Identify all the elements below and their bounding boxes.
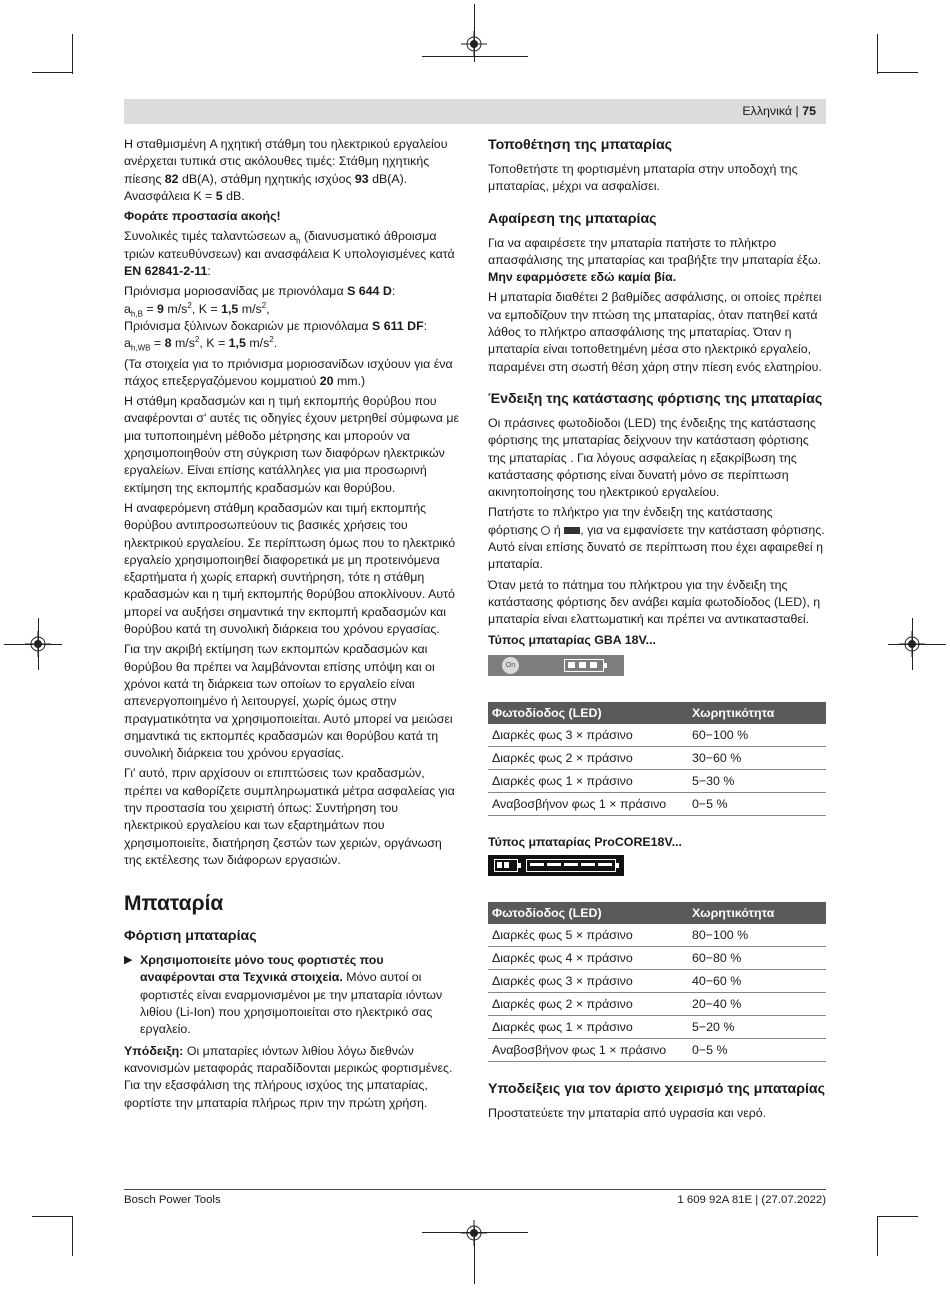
crop-mark — [32, 1216, 72, 1217]
gba-led-table — [488, 702, 826, 816]
table-row: Διαρκές φως 5 × πράσινο 80−100 % — [488, 924, 826, 947]
procore-led-table — [488, 902, 826, 1062]
bullet-triangle-icon: ▶ — [124, 954, 133, 967]
table-row: Διαρκές φως 1 × πράσινο 5−30 % — [488, 769, 826, 792]
table-row: Διαρκές φως 3 × πράσινο 40−60 % — [488, 970, 826, 993]
subsection-title-charging: Φόρτιση μπαταρίας — [124, 928, 257, 945]
battery-button-icon — [564, 527, 580, 534]
remove-paragraph: Για να αφαιρέσετε την μπαταρία πατήστε το πλήκτρο απασφάλισης της μπαταρίας και τραβήξτε την μπαταρία έξω. Μην εφαρμόσετε εδώ καμία βία. — [488, 235, 822, 285]
registration-mark-icon — [461, 1220, 487, 1246]
crop-mark — [72, 1216, 73, 1256]
subsection-title-remove: Αφαίρεση της μπαταρίας — [488, 210, 657, 227]
registration-mark-icon — [461, 31, 487, 57]
footer-doc-number: 1 609 92A 81E | (27.07.2022) — [677, 1194, 826, 1206]
list-item: ▶ Χρησιμοποιείτε μόνο τους φορτιστές που αναφέρονται στα Τεχνικά στοιχεία. Μόνο αυτοί οι φορτιστές είναι εναρμονισμένοι με την μπαταρία ιόντων λιθίου (Li-Ion) που χρησιμοποιείται στο ηλεκτρικό σας εργαλείο. — [124, 952, 460, 1038]
footer-brand: Bosch Power Tools — [124, 1194, 221, 1206]
tips-paragraph: Προστατεύετε την μπαταρία από υγρασία και νερό. — [488, 1106, 767, 1121]
page-header — [124, 99, 826, 124]
vibration-paragraph: Συνολικές τιμές ταλαντώσεων $a_h$ (διανυσματικό άθροισμα τριών κατευθύνσεων) και ανασφάλεια K υπολογισμένες κατά EN 62841-2-11: — [124, 229, 455, 279]
crop-mark — [877, 34, 878, 74]
crop-mark — [878, 1216, 918, 1217]
ear-protection-warning: Φοράτε προστασία ακοής! — [124, 209, 281, 224]
status-paragraph-2: Πατήστε το πλήκτρο για την ένδειξη της κατάστασης φόρτισης ή , για να εμφανίσετε την κατάσταση φόρτισης. Αυτό είναι επίσης δυνατό σε περίπτωση που έχει αφαιρεθεί η μπαταρία. — [488, 505, 825, 572]
section-title-battery: Μπαταρία — [124, 892, 224, 916]
table-row: Διαρκές φως 3 × πράσινο 60−100 % — [488, 724, 826, 747]
table-row: Αναβοσβήνον φως 1 × πράσινο 0−5 % — [488, 1039, 826, 1062]
paragraph-safety-measures: Γι' αυτό, πριν αρχίσουν οι επιπτώσεις των κραδασμών, πρέπει να καθορίζετε συμπληρωματικά μέτρα ασφαλείας για την προστασία του χειριστή όπως: Συντήρηση του ηλεκτρικού εργαλείου και των εξαρτημάτων που χρησιμοποιείτε, διατήρηση ζεστών των χεριών, οργάνωση της εκτέλεσης των διάφορων εργασιών. — [124, 766, 455, 867]
wood-beam-line: Πριόνισμα ξύλινων δοκαριών με πριονόλαμα S 611 DF: $a_{h,WB} = 8$ $m/s^2$, K = 1,5 $m/s^2$. — [124, 318, 428, 353]
noise-paragraph: Η σταθμισμένη A ηχητική στάθμη του ηλεκτρικού εργαλείου ανέρχεται τυπικά στις ακόλουθες τιμές: Στάθμη ηχητικής πίεσης 82 dB(A), στάθμη ηχητικής ισχύος 93 dB(A). Ανασφάλεια K = 5 dB. — [124, 137, 448, 203]
crop-mark — [878, 72, 918, 73]
registration-mark-icon — [25, 631, 51, 657]
footer-divider — [124, 1189, 826, 1190]
table-row: Διαρκές φως 4 × πράσινο 60−80 % — [488, 947, 826, 970]
table-row: Αναβοσβήνον φως 1 × πράσινο 0−5 % — [488, 792, 826, 815]
crop-mark — [32, 72, 72, 73]
table-row: Διαρκές φως 2 × πράσινο 30−60 % — [488, 746, 826, 769]
left-column — [124, 136, 460, 1115]
subsection-title-status: Ένδειξη της κατάστασης φόρτισης της μπαταρίας — [488, 390, 823, 407]
subsection-title-tips: Υποδείξεις για τον άριστο χειρισμό της μπαταρίας — [488, 1081, 826, 1098]
crop-mark — [72, 34, 73, 74]
table-header: Φωτοδίοδος (LED) — [488, 902, 688, 924]
on-button-icon: On — [502, 657, 519, 674]
thickness-note: (Τα στοιχεία για το πριόνισμα μοριοσανίδων ισχύουν για ένα πάχος επεξεργαζόμενου κομματιού 20 mm.) — [124, 356, 453, 388]
table-row: Διαρκές φως 2 × πράσινο 20−40 % — [488, 993, 826, 1016]
paragraph-measurement: Η στάθμη κραδασμών και η τιμή εκπομπής θορύβου που αναφέρονται σ' αυτές τις οδηγίες έχουν μετρηθεί σύμφωνα με μια τυποποιημένη μέθοδο μέτρησης και μπορούν να χρησιμοποιηθούν στη σύγκριση των διαφόρων ηλεκτρικών εργαλείων. Είναι επίσης κατάλληλες για μια προσωρινή εκτίμηση της εκπομπής κραδασμών και θορύβου. — [124, 394, 459, 495]
procore-title: Τύπος μπαταρίας ProCORE18V... — [488, 834, 682, 849]
page-number: 75 — [802, 104, 816, 118]
gba-title: Τύπος μπαταρίας GBA 18V... — [488, 632, 656, 647]
locking-paragraph: Η μπαταρία διαθέτει 2 βαθμίδες ασφάλισης, οι οποίες πρέπει να εμποδίζουν την πτώση της μπαταρίας, όταν πατηθεί κατά λάθος το πλήκτρο απασφάλισης της μπαταρίας. Όταν η μπαταρία είναι τοποθετημένη μέσα στο ηλεκτρικό εργαλείο, παραμένει στη σωστή θέση χάρη στην πίεση ενός ελατηρίου. — [488, 290, 822, 374]
right-column — [488, 136, 826, 1125]
registration-mark-icon — [899, 631, 925, 657]
table-header: Φωτοδίοδος (LED) — [488, 702, 688, 724]
battery-button-icon — [494, 859, 518, 872]
charging-hint: Υπόδειξη: Οι μπαταρίες ιόντων λιθίου λόγω διεθνών κανονισμών μεταφοράς παραδίδονται μερικώς φορτισμένες. Για την εξασφάλιση της πλήρους ισχύος της μπαταρίας, φορτίστε την μπαταρία πλήρως πριν την πρώτη χρήση. — [124, 1043, 453, 1110]
insert-paragraph: Τοποθετήστε τη φορτισμένη μπαταρία στην υποδοχή της μπαταρίας, μέχρι να ασφαλίσει. — [488, 162, 798, 194]
paragraph-usage: Η αναφερόμενη στάθμη κραδασμών και τιμή εκπομπής θορύβου αντιπροσωπεύουν τις βασικές χρήσεις του ηλεκτρικού εργαλείου. Σε περίπτωση όμως που το ηλεκτρικό εργαλείο χρησιμοποιηθεί διαφορετικά με μη προτεινόμενα εξαρτήματα ή χωρίς επαρκή συντήρηση, τότε η στάθμη κραδασμών και η τιμή εκπομπής θορύβου αποκλίνουν. Αυτό μπορεί να αυξήσει σημαντικά την εκπομπή κραδασμών και θορύβου κατά τη συνολική διάρκεια του χρόνου εργασίας. — [124, 500, 456, 637]
procore-indicator-graphic — [488, 855, 624, 876]
subsection-title-insert: Τοποθέτηση της μπαταρίας — [488, 137, 673, 153]
battery-icon — [564, 659, 604, 672]
battery-icon — [526, 859, 616, 872]
header-text: Ελληνικά | 75 — [742, 104, 816, 118]
paragraph-estimation: Για την ακριβή εκτίμηση των εκπομπών κραδασμών και θορύβου θα πρέπει να λαμβάνονται επίσης υπόψη και οι χρόνοι κατά τη διάρκεια των οποίων το εργαλείο είναι απενεργοποιημένο ή λειτουργεί, χωρίς όμως στην πραγματικότητα να χρησιμοποιείται. Αυτό μπορεί να μειώσει σημαντικά τις εκπομπές κραδασμών και θορύβου κατά τη συνολική διάρκεια του χρόνου εργασίας. — [124, 642, 453, 761]
crop-mark — [877, 1216, 878, 1256]
gba-indicator-graphic — [488, 655, 624, 676]
table-row: Διαρκές φως 1 × πράσινο 5−20 % — [488, 1016, 826, 1039]
table-header: Χωρητικότητα — [688, 902, 826, 924]
status-paragraph-3: Όταν μετά το πάτημα του πλήκτρου για την ένδειξη της κατάστασης φόρτισης δεν ανάβει καμία φωτοδίοδος (LED), η μπαταρία είναι ελαττωματική και πρέπει να αντικατασταθεί. — [488, 577, 821, 627]
chipboard-line: Πριόνισμα μοριοσανίδας με πριονόλαμα S 644 D: $a_{h,B} = 9$ $m/s^2$, K = 1,5 $m/s^2$, — [124, 284, 396, 319]
table-header: Χωρητικότητα — [688, 702, 826, 724]
status-paragraph-1: Οι πράσινες φωτοδίοδοι (LED) της ένδειξης της κατάστασης φόρτισης της μπαταρίας δείχνουν την κατάσταση φόρτισης της μπαταρίας . Για λόγους ασφαλείας η εξακρίβωση της κατάστασης φόρτισης είναι δυνατή μόνο σε περίπτωση ακινητοποίησης του ηλεκτρικού εργαλείου. — [488, 415, 816, 500]
header-language: Ελληνικά — [742, 104, 793, 118]
